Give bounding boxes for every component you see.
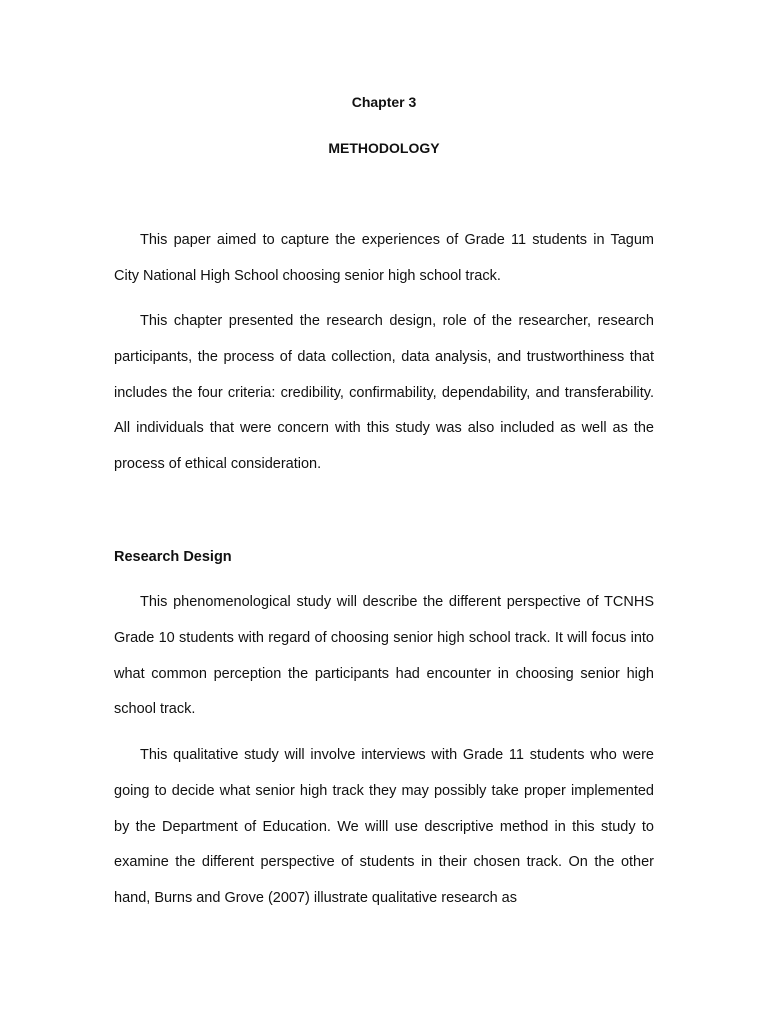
research-design-paragraph: This qualitative study will involve interviews with Grade 11 students who were going to decide what senior high track they may possibly take proper implemented by the Department of Education. We willl use descriptive method in this study to examine the different perspective of students in their chosen track. On the other hand, Burns and Grove (2007) illustrate qualitative research as: [114, 747, 654, 907]
chapter-label: Chapter 3: [351, 94, 417, 110]
research-design-paragraph: This phenomenological study will describe the different perspective of TCNHS Grade 10 students with regard of choosing senior high school track. It will focus into what common perception the participants had encounter in choosing senior high school track.: [114, 594, 654, 718]
section-heading-research-design: Research Design: [114, 549, 232, 565]
intro-paragraph: This paper aimed to capture the experiences of Grade 11 students in Tagum City National High School choosing senior high school track.: [114, 232, 654, 284]
chapter-title: METHODOLOGY: [328, 140, 440, 156]
intro-paragraph: This chapter presented the research design, role of the researcher, research participants, the process of data collection, data analysis, and trustworthiness that includes the four criteria: credibility, confirmability, dependability, and transferability. All individuals that were concern with this study was also included as well as the process of ethical consideration.: [114, 313, 654, 473]
